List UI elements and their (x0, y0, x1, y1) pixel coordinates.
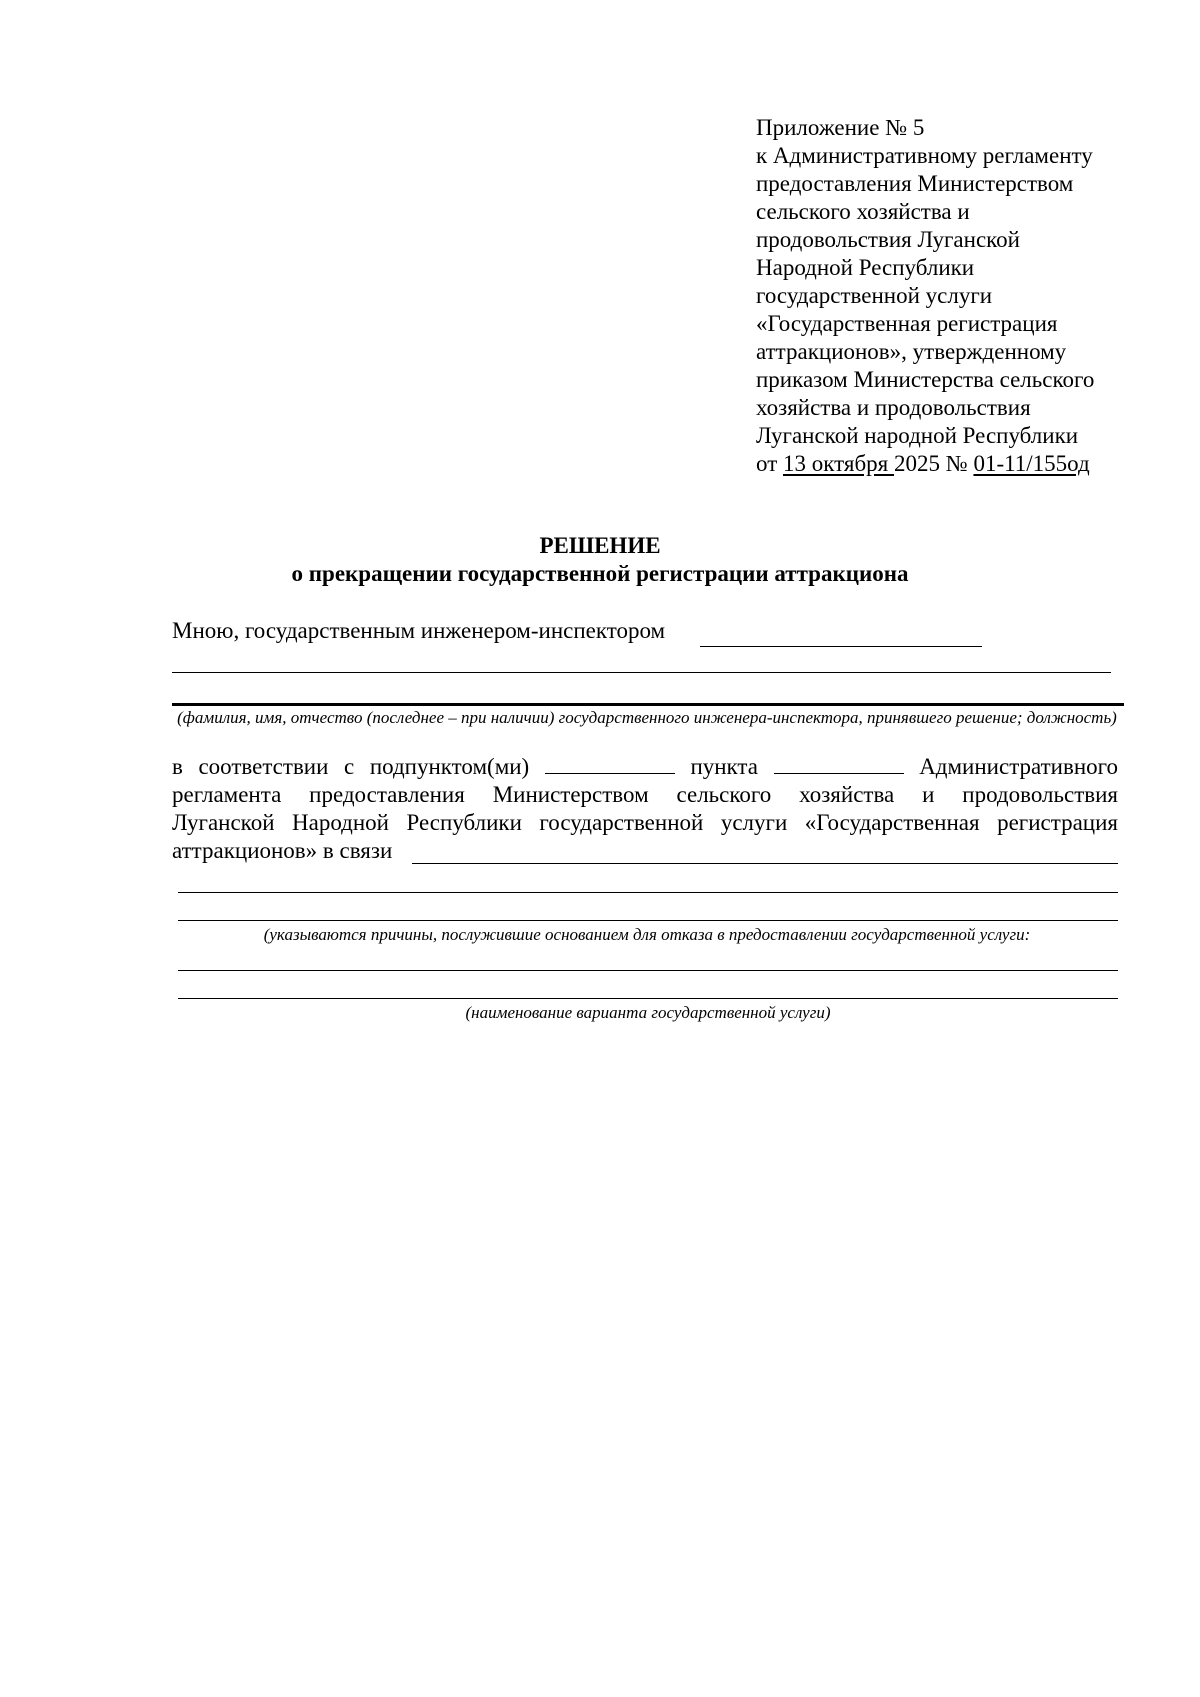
variant-caption: (наименование варианта государственной услуги) (465, 1003, 831, 1022)
appendix-line: Луганской народной Республики (756, 423, 1079, 448)
paragraph-text: пункта (690, 754, 758, 779)
appendix-date-line (756, 450, 1156, 478)
appendix-line: продовольствия Луганской (756, 227, 1020, 252)
paragraph-line-4: аттракционов» в связи (172, 838, 393, 863)
reason-field-line3[interactable] (178, 920, 1118, 921)
inspector-name-field[interactable] (700, 646, 982, 647)
appendix-block (756, 114, 1156, 478)
paragraph-line-1 (172, 753, 1118, 781)
reason-field-line2[interactable] (178, 892, 1118, 893)
reasons-caption: (указываются причины, послужившие основанием для отказа в предоставлении государственной услуги: (263, 925, 1031, 944)
date-prefix: от (756, 451, 783, 476)
inspector-name-field-line2[interactable] (172, 672, 1111, 673)
point-field[interactable] (774, 755, 904, 774)
appendix-line: предоставления Министерством (756, 171, 1074, 196)
paragraph-text: в соответствии с подпунктом(ми) (172, 754, 530, 779)
appendix-line: к Административному регламенту (756, 143, 1093, 168)
date-value: 13 октября (783, 451, 894, 476)
reason-field[interactable] (412, 863, 1118, 864)
variant-field[interactable] (178, 998, 1118, 999)
paragraph-line-3: Луганской Народной Республики государственной услуги «Государственная регистрация (172, 810, 1118, 835)
document-subtitle: о прекращении государственной регистрации аттракциона (291, 561, 909, 586)
inspector-intro: Мною, государственным инженером-инспектором (172, 618, 666, 643)
appendix-line: Народной Республики (756, 255, 975, 280)
appendix-line: «Государственная регистрация (756, 311, 1058, 336)
reason-field-line4[interactable] (178, 970, 1118, 971)
subpoint-field[interactable] (545, 755, 675, 774)
inspector-name-field-line3[interactable] (172, 703, 1124, 706)
appendix-line: Приложение № 5 (756, 115, 925, 140)
order-number: 01-11/155од (973, 451, 1090, 476)
appendix-line: хозяйства и продовольствия (756, 395, 1031, 420)
appendix-line: приказом Министерства сельского (756, 367, 1095, 392)
paragraph-line-2: регламента предоставления Министерством сельского хозяйства и продовольствия (172, 782, 1118, 807)
appendix-line: государственной услуги (756, 283, 993, 308)
appendix-line: сельского хозяйства и (756, 199, 970, 224)
paragraph-text: Административного (919, 754, 1119, 779)
date-year: 2025 № (893, 451, 974, 476)
inspector-caption: (фамилия, имя, отчество (последнее – при наличии) государственного инженера-инспектора, принявшего решение; должность) (177, 708, 1117, 727)
appendix-line: аттракционов», утвержденному (756, 339, 1067, 364)
document-title: РЕШЕНИЕ (539, 533, 661, 558)
